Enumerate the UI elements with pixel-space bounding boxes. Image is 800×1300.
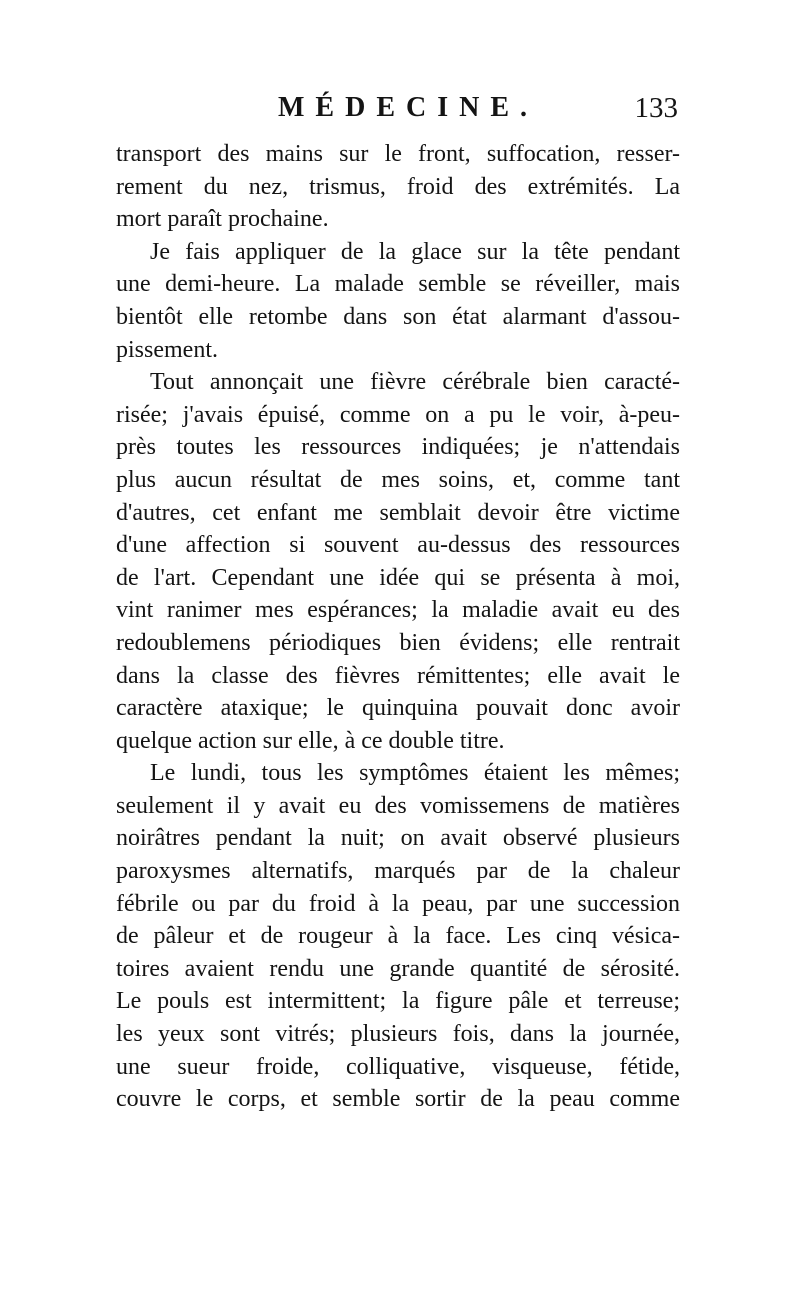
text-line: paroxysmes alternatifs, marqués par de la chaleur xyxy=(116,858,680,885)
text-line: pissement. xyxy=(116,336,218,363)
running-title: MÉDECINE. xyxy=(278,92,539,123)
text-line: seulement il y avait eu des vomissemens de matières xyxy=(116,792,680,819)
text-line: caractère ataxique; le quinquina pouvait donc avoir xyxy=(116,695,680,722)
text-line: une sueur froide, colliquative, visqueuse, fétide, xyxy=(116,1053,680,1080)
text-line: redoublemens périodiques bien évidens; elle rentrait xyxy=(116,629,680,656)
text-line: noirâtres pendant la nuit; on avait observé plusieurs xyxy=(116,825,680,852)
text-line: toires avaient rendu une grande quantité de sérosité. xyxy=(116,955,680,982)
text-line: bientôt elle retombe dans son état alarmant d'assou- xyxy=(116,303,680,330)
text-line: Je fais appliquer de la glace sur la tête pendant xyxy=(150,238,680,265)
text-line: près toutes les ressources indiquées; je n'attendais xyxy=(116,434,680,461)
text-line: Tout annonçait une fièvre cérébrale bien caracté- xyxy=(150,369,680,396)
text-line: transport des mains sur le front, suffocation, resser- xyxy=(116,141,680,167)
text-line: vint ranimer mes espérances; la maladie avait eu des xyxy=(116,597,680,624)
text-line: rement du nez, trismus, froid des extrémités. La xyxy=(116,173,680,200)
text-line: de pâleur et de rougeur à la face. Les cinq vésica- xyxy=(116,923,680,950)
paragraph xyxy=(116,366,680,757)
text-line: fébrile ou par du froid à la peau, par une succession xyxy=(116,890,680,917)
text-line: d'une affection si souvent au-dessus des ressources xyxy=(116,532,680,559)
text-line: dans la classe des fièvres rémittentes; elle avait le xyxy=(116,662,680,689)
page-number: 133 xyxy=(634,92,678,124)
text-line: Le lundi, tous les symptômes étaient les mêmes; xyxy=(150,760,680,787)
text-line: risée; j'avais épuisé, comme on a pu le voir, à-peu- xyxy=(116,401,680,428)
paragraph xyxy=(116,138,680,236)
paragraph xyxy=(116,236,680,366)
text-line: quelque action sur elle, à ce double titre. xyxy=(116,727,505,754)
text-line: de l'art. Cependant une idée qui se présenta à moi, xyxy=(116,564,680,591)
text-line: couvre le corps, et semble sortir de la peau comme xyxy=(116,1086,680,1113)
text-line: d'autres, cet enfant me semblait devoir être victime xyxy=(116,499,680,526)
running-header xyxy=(118,88,678,132)
text-line: une demi-heure. La malade semble se réveiller, mais xyxy=(116,271,680,298)
body-text xyxy=(116,138,680,1116)
paragraph xyxy=(116,757,680,1116)
text-line: mort paraît prochaine. xyxy=(116,206,329,233)
text-line: Le pouls est intermittent; la figure pâle et terreuse; xyxy=(116,988,680,1015)
text-line: les yeux sont vitrés; plusieurs fois, dans la journée, xyxy=(116,1021,680,1048)
text-line: plus aucun résultat de mes soins, et, comme tant xyxy=(116,466,680,493)
